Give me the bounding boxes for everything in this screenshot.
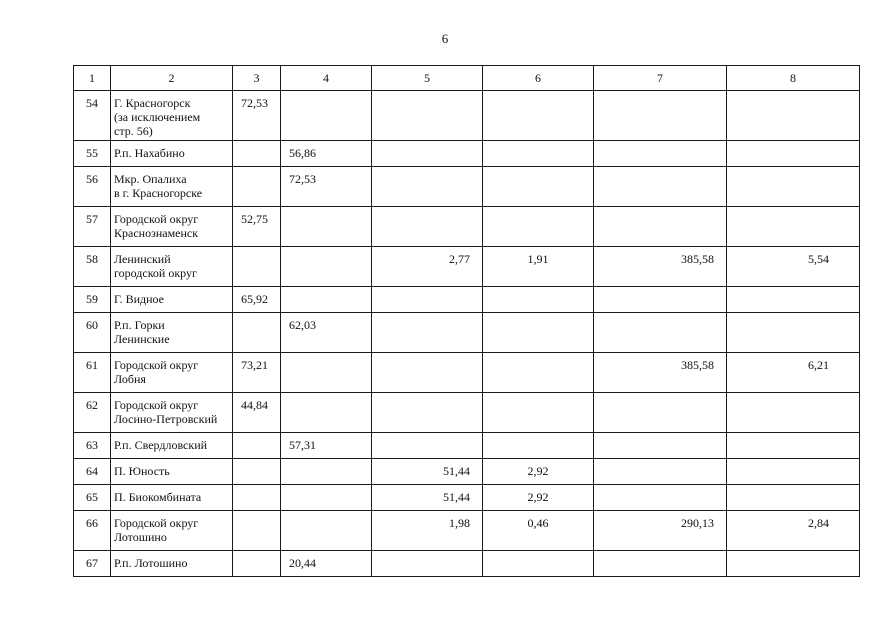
table-row — [74, 91, 860, 141]
value-cell-5 — [372, 393, 483, 433]
value-cell-5: 51,44 — [372, 459, 483, 485]
value-cell-5 — [372, 141, 483, 167]
value-cell-8 — [727, 207, 860, 247]
value-cell-6: 1,91 — [483, 247, 594, 287]
value-cell-3: 65,92 — [233, 287, 281, 313]
column-header-3: 3 — [233, 66, 281, 91]
row-number-cell: 62 — [74, 393, 111, 433]
table-row — [74, 247, 860, 287]
value-cell-5 — [372, 91, 483, 141]
value-cell-8 — [727, 287, 860, 313]
row-number-cell: 56 — [74, 167, 111, 207]
locality-name-cell: Р.п. Лотошино — [111, 551, 233, 577]
value-cell-3 — [233, 247, 281, 287]
locality-name-cell: Г. Красногорск (за исключением стр. 56) — [111, 91, 233, 141]
column-header-2: 2 — [111, 66, 233, 91]
table-row — [74, 393, 860, 433]
value-cell-4: 20,44 — [281, 551, 372, 577]
row-number-cell: 65 — [74, 485, 111, 511]
value-cell-4: 62,03 — [281, 313, 372, 353]
locality-name-cell: Р.п. Горки Ленинские — [111, 313, 233, 353]
table-row — [74, 511, 860, 551]
value-cell-5 — [372, 313, 483, 353]
table-row — [74, 551, 860, 577]
value-cell-4 — [281, 485, 372, 511]
table-row — [74, 287, 860, 313]
locality-name-cell: П. Биокомбината — [111, 485, 233, 511]
value-cell-6 — [483, 91, 594, 141]
column-header-8: 8 — [727, 66, 860, 91]
value-cell-5 — [372, 167, 483, 207]
value-cell-8 — [727, 313, 860, 353]
value-cell-4 — [281, 247, 372, 287]
value-cell-4: 57,31 — [281, 433, 372, 459]
row-number-cell: 63 — [74, 433, 111, 459]
column-header-4: 4 — [281, 66, 372, 91]
locality-name-cell: Городской округ Лобня — [111, 353, 233, 393]
value-cell-7 — [594, 91, 727, 141]
value-cell-7 — [594, 393, 727, 433]
locality-name-cell: Р.п. Свердловский — [111, 433, 233, 459]
value-cell-7 — [594, 459, 727, 485]
table-row — [74, 353, 860, 393]
value-cell-4: 56,86 — [281, 141, 372, 167]
value-cell-3: 44,84 — [233, 393, 281, 433]
table-body — [74, 91, 860, 577]
value-cell-6 — [483, 353, 594, 393]
locality-name-cell: Р.п. Нахабино — [111, 141, 233, 167]
value-cell-6: 2,92 — [483, 485, 594, 511]
value-cell-7 — [594, 167, 727, 207]
value-cell-6 — [483, 313, 594, 353]
column-header-5: 5 — [372, 66, 483, 91]
value-cell-4 — [281, 353, 372, 393]
header-row — [74, 66, 860, 91]
row-number-cell: 55 — [74, 141, 111, 167]
value-cell-5: 1,98 — [372, 511, 483, 551]
value-cell-8: 6,21 — [727, 353, 860, 393]
value-cell-3: 72,53 — [233, 91, 281, 141]
value-cell-3: 73,21 — [233, 353, 281, 393]
value-cell-6 — [483, 551, 594, 577]
value-cell-4 — [281, 459, 372, 485]
table-row — [74, 167, 860, 207]
locality-name-cell: Городской округ Лосино-Петровский — [111, 393, 233, 433]
value-cell-3 — [233, 141, 281, 167]
value-cell-8 — [727, 393, 860, 433]
value-cell-4: 72,53 — [281, 167, 372, 207]
value-cell-3: 52,75 — [233, 207, 281, 247]
row-number-cell: 60 — [74, 313, 111, 353]
value-cell-4 — [281, 287, 372, 313]
locality-name-cell: Ленинский городской округ — [111, 247, 233, 287]
locality-name-cell: Городской округ Лотошино — [111, 511, 233, 551]
value-cell-6: 2,92 — [483, 459, 594, 485]
value-cell-8: 2,84 — [727, 511, 860, 551]
value-cell-7: 290,13 — [594, 511, 727, 551]
value-cell-8 — [727, 167, 860, 207]
value-cell-8 — [727, 551, 860, 577]
table-row — [74, 459, 860, 485]
column-header-6: 6 — [483, 66, 594, 91]
value-cell-5 — [372, 551, 483, 577]
value-cell-7: 385,58 — [594, 353, 727, 393]
row-number-cell: 61 — [74, 353, 111, 393]
table-row — [74, 313, 860, 353]
table-row — [74, 433, 860, 459]
page-number: 6 — [441, 31, 449, 46]
value-cell-5 — [372, 207, 483, 247]
value-cell-3 — [233, 551, 281, 577]
value-cell-4 — [281, 511, 372, 551]
value-cell-7 — [594, 287, 727, 313]
value-cell-3 — [233, 433, 281, 459]
value-cell-7 — [594, 207, 727, 247]
value-cell-3 — [233, 313, 281, 353]
locality-name-cell: Городской округ Краснознаменск — [111, 207, 233, 247]
value-cell-5: 51,44 — [372, 485, 483, 511]
value-cell-8 — [727, 141, 860, 167]
locality-name-cell: П. Юность — [111, 459, 233, 485]
row-number-cell: 64 — [74, 459, 111, 485]
value-cell-3 — [233, 167, 281, 207]
value-cell-5 — [372, 353, 483, 393]
value-cell-6 — [483, 393, 594, 433]
locality-name-cell: Мкр. Опалиха в г. Красногорске — [111, 167, 233, 207]
locality-name-cell: Г. Видное — [111, 287, 233, 313]
value-cell-4 — [281, 207, 372, 247]
row-number-cell: 67 — [74, 551, 111, 577]
value-cell-6 — [483, 207, 594, 247]
value-cell-8 — [727, 459, 860, 485]
value-cell-5 — [372, 287, 483, 313]
value-cell-3 — [233, 511, 281, 551]
value-cell-6 — [483, 141, 594, 167]
value-cell-5 — [372, 433, 483, 459]
value-cell-3 — [233, 459, 281, 485]
value-cell-8: 5,54 — [727, 247, 860, 287]
row-number-cell: 57 — [74, 207, 111, 247]
table-row — [74, 141, 860, 167]
column-header-1: 1 — [74, 66, 111, 91]
value-cell-8 — [727, 485, 860, 511]
tariff-table — [73, 65, 860, 577]
row-number-cell: 54 — [74, 91, 111, 141]
column-header-7: 7 — [594, 66, 727, 91]
table-row — [74, 485, 860, 511]
value-cell-7 — [594, 485, 727, 511]
row-number-cell: 58 — [74, 247, 111, 287]
value-cell-7 — [594, 141, 727, 167]
value-cell-8 — [727, 91, 860, 141]
value-cell-5: 2,77 — [372, 247, 483, 287]
value-cell-7: 385,58 — [594, 247, 727, 287]
value-cell-3 — [233, 485, 281, 511]
value-cell-7 — [594, 313, 727, 353]
value-cell-6 — [483, 287, 594, 313]
value-cell-7 — [594, 551, 727, 577]
value-cell-8 — [727, 433, 860, 459]
table-row — [74, 207, 860, 247]
value-cell-7 — [594, 433, 727, 459]
value-cell-6: 0,46 — [483, 511, 594, 551]
value-cell-6 — [483, 167, 594, 207]
row-number-cell: 59 — [74, 287, 111, 313]
value-cell-4 — [281, 91, 372, 141]
value-cell-4 — [281, 393, 372, 433]
row-number-cell: 66 — [74, 511, 111, 551]
value-cell-6 — [483, 433, 594, 459]
